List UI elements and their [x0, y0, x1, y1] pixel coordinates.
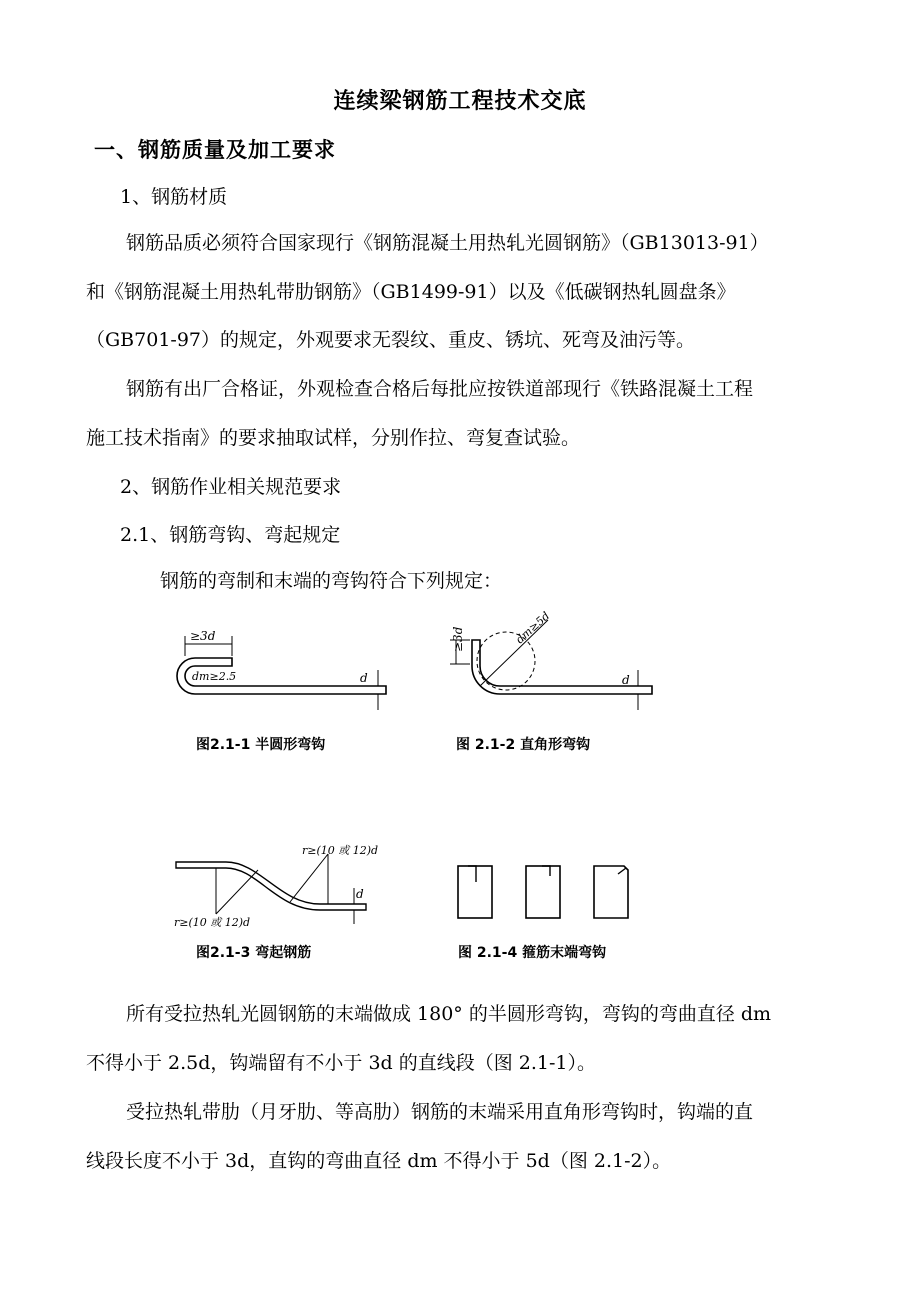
- subsection-heading-1: 1、钢筋材质: [120, 186, 228, 208]
- paragraph-right-angle-hook: [86, 1088, 836, 1185]
- section-heading-1: 一、钢筋质量及加工要求: [94, 138, 336, 162]
- paragraph-material: [86, 219, 836, 365]
- paragraph-line: 施工技术指南》的要求抽取试样，分别作拉、弯复查试验。: [86, 426, 581, 449]
- label-d: d: [360, 671, 368, 685]
- label-bend-diameter: dm≥5d: [513, 609, 553, 647]
- label-length: ≥3d: [190, 629, 216, 643]
- figure-semicircle-hook: [150, 620, 400, 720]
- figure-stirrup-hooks: [450, 860, 640, 926]
- paragraph-line: （GB701-97）的规定，外观要求无裂纹、重皮、锈坑、死弯及油污等。: [86, 329, 696, 351]
- label-bend-diameter: dm≥2.5: [192, 670, 237, 683]
- subsection-heading-2-1: 2.1、钢筋弯钩、弯起规定: [120, 524, 341, 546]
- page-title: 连续梁钢筋工程技术交底: [333, 89, 587, 114]
- stirrup-hook: [542, 866, 550, 876]
- label-d: d: [622, 673, 630, 687]
- figure-right-angle-hook: [430, 606, 670, 716]
- label-radius-top: r≥(10 或 12)d: [302, 844, 379, 857]
- paragraph-inspection: [86, 365, 836, 462]
- stirrup-shape: [594, 866, 628, 918]
- paragraph-line: 受拉热轧带肋（月牙肋、等高肋）钢筋的末端采用直角形弯钩时，钩端的直: [126, 1101, 754, 1123]
- figures-intro: 钢筋的弯制和末端的弯钩符合下列规定：: [160, 570, 503, 592]
- paragraph-line: 钢筋品质必须符合国家现行《钢筋混凝土用热轧光圆钢筋》（GB13013-91）: [126, 232, 769, 254]
- paragraph-line: 钢筋有出厂合格证，外观检查合格后每批应按铁道部现行《铁路混凝土工程: [126, 378, 754, 400]
- radius-line: [216, 870, 258, 914]
- paragraph-line: 线段长度不小于 3d，直钩的弯曲直径 dm 不得小于 5d（图 2.1-2）。: [86, 1149, 672, 1172]
- figure-bent-up-bar: [170, 840, 390, 930]
- label-radius-bottom: r≥(10 或 12)d: [174, 916, 251, 929]
- stirrup-hook: [468, 866, 476, 882]
- figure-caption-3: 图2.1-3 弯起钢筋: [196, 945, 312, 961]
- subsection-heading-2: 2、钢筋作业相关规范要求: [120, 476, 342, 498]
- figure-caption-4: 图 2.1-4 箍筋末端弯钩: [458, 945, 607, 961]
- rebar-bent-shape: [176, 862, 366, 910]
- figure-caption-1: 图2.1-1 半圆形弯钩: [196, 737, 326, 753]
- stirrup-shape: [458, 866, 492, 918]
- label-length: ≥3d: [451, 626, 465, 652]
- paragraph-line: 和《钢筋混凝土用热轧带肋钢筋》（GB1499-91）以及《低碳钢热轧圆盘条》: [86, 280, 736, 303]
- paragraph-semicircle-hook: [86, 990, 836, 1087]
- stirrup-hook: [618, 868, 626, 874]
- radius-line: [290, 854, 328, 902]
- figure-caption-2: 图 2.1-2 直角形弯钩: [456, 737, 591, 753]
- label-d: d: [356, 887, 364, 901]
- stirrup-shape: [526, 866, 560, 918]
- paragraph-line: 不得小于 2.5d，钩端留有不小于 3d 的直线段（图 2.1-1）。: [86, 1051, 597, 1074]
- paragraph-line: 所有受拉热轧光圆钢筋的末端做成 180° 的半圆形弯钩，弯钩的弯曲直径 dm: [126, 1003, 772, 1025]
